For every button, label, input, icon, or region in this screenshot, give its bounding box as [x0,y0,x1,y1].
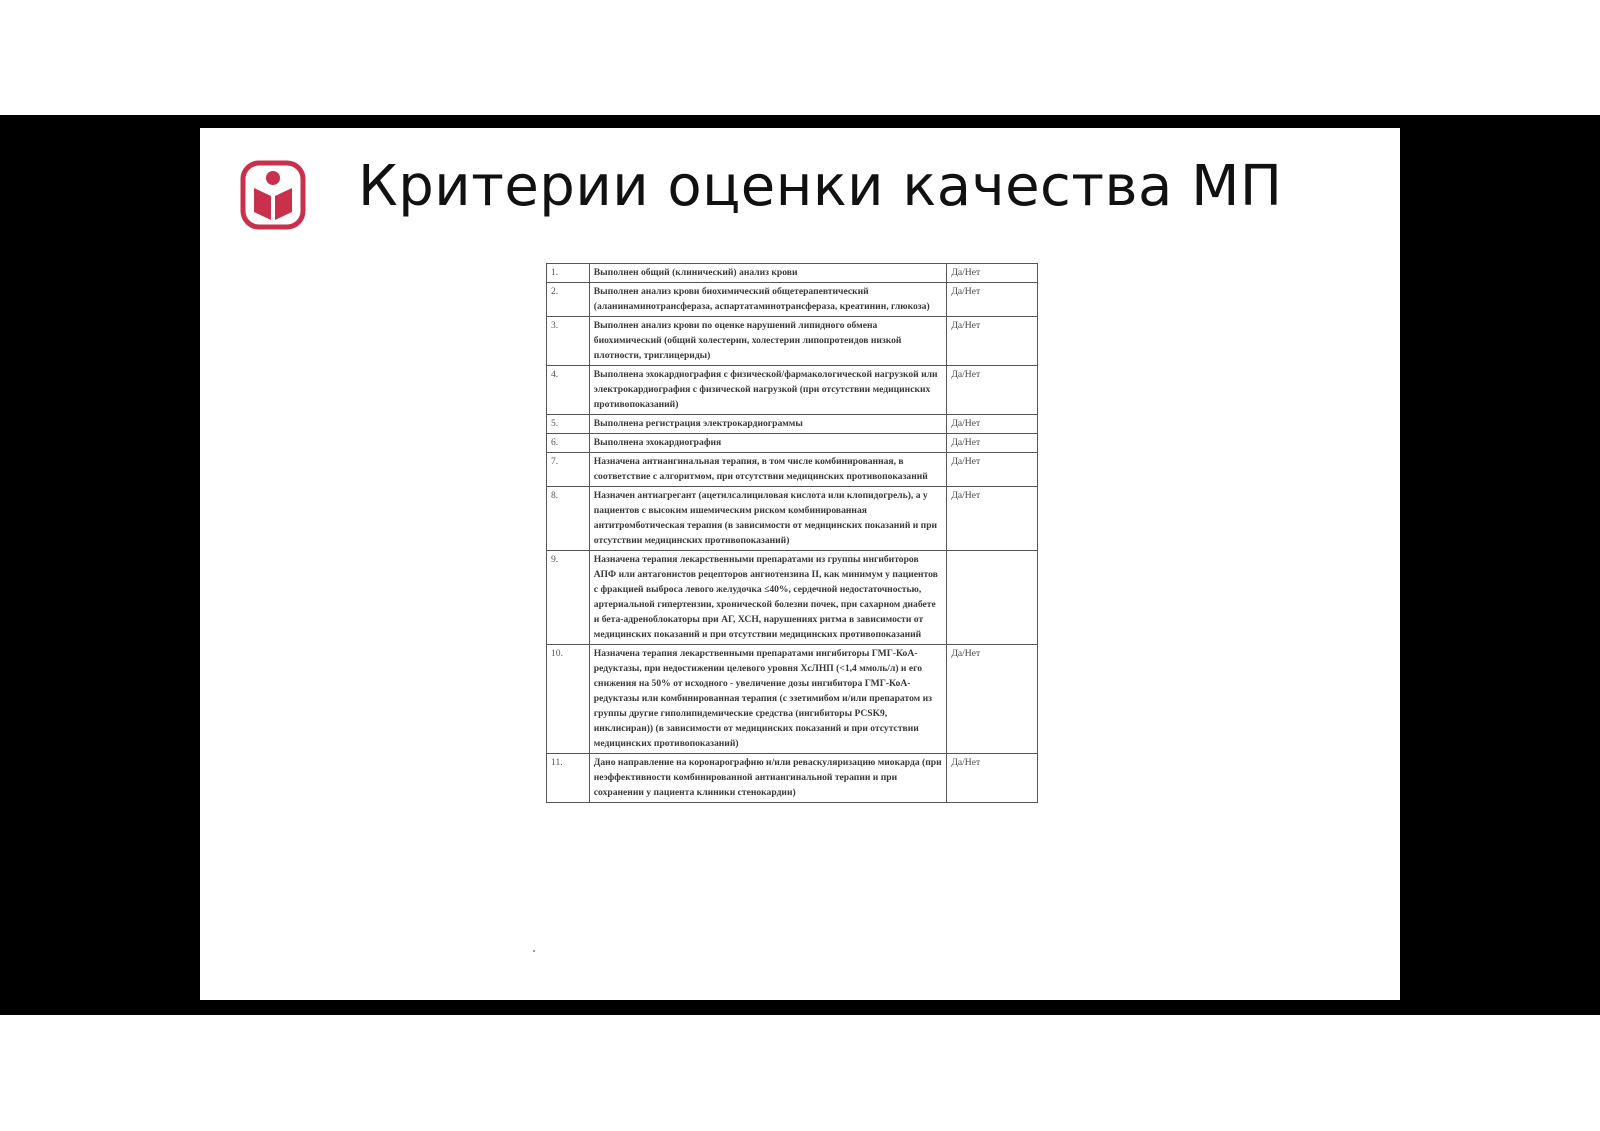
criteria-row [547,551,1038,645]
criteria-row [547,415,1038,434]
criterion-text: Выполнена регистрация электрокардиограммы [589,415,947,434]
criterion-text: Назначена терапия лекарственными препаратами ингибиторы ГМГ-КоА-редуктазы, при недостижении целевого уровня ХсЛНП (<1,4 ммоль/л) и его снижения на 50% от исходного - увеличение дозы ингибитора ГМГ-КоА-редуктазы или комбинированная терапия (с эзетимибом и/или препаратом из группы другие гиполипидемические средства (ингибиторы PCSK9, инклисиран)) (в зависимости от медицинских показаний и при отсутствии медицинских противопоказаний) [589,645,947,754]
criterion-text: Назначена терапия лекарственными препаратами из группы ингибиторов АПФ или антагонистов рецепторов ангиотензина II, как минимум у пациентов с фракцией выброса левого желудочка ≤40%, сердечной недостаточностью, артериальной гипертензии, хронической болезни почек, при сахарном диабете и бета-адреноблокаторы при АГ, ХСН, нарушениях ритма в зависимости от медицинских показаний и при отсутствии медицинских противопоказаний [589,551,947,645]
answer-cell: Да/Нет [947,415,1038,434]
answer-cell: Да/Нет [947,434,1038,453]
criteria-document [546,263,1038,803]
criterion-text: Назначен антиагрегант (ацетилсалициловая кислота или клопидогрель), а у пациентов с высоким ишемическим риском комбинированная антитромботическая терапия (в зависимости от медицинских показаний и при отсутствии медицинских противопоказаний) [589,487,947,551]
answer-cell: Да/Нет [947,283,1038,317]
criteria-row [547,645,1038,754]
answer-cell [947,551,1038,645]
answer-cell: Да/Нет [947,754,1038,803]
answer-cell: Да/Нет [947,453,1038,487]
row-number: 2. [547,283,590,317]
criterion-text: Выполнен анализ крови биохимический общетерапевтический (аланинаминотрансфераза, аспартатаминотрансфераза, креатинин, глюкоза) [589,283,947,317]
book-person-icon [240,160,306,230]
answer-cell: Да/Нет [947,487,1038,551]
answer-cell: Да/Нет [947,317,1038,366]
answer-cell: Да/Нет [947,264,1038,283]
row-number: 7. [547,453,590,487]
answer-cell: Да/Нет [947,366,1038,415]
criteria-row [547,264,1038,283]
criterion-text: Дано направление на коронарографию и/или реваскуляризацию миокарда (при неэффективности комбинированной антиангинальной терапии и при сохранении у пациента клиники стенокардии) [589,754,947,803]
row-number: 6. [547,434,590,453]
criteria-row [547,434,1038,453]
row-number: 1. [547,264,590,283]
criteria-row [547,283,1038,317]
row-number: 3. [547,317,590,366]
row-number: 9. [547,551,590,645]
row-number: 10. [547,645,590,754]
answer-cell: Да/Нет [947,645,1038,754]
criteria-row [547,754,1038,803]
criterion-text: Выполнен анализ крови по оценке нарушений липидного обмена биохимический (общий холестерин, холестерин липопротеидов низкой плотности, триглицериды) [589,317,947,366]
slide [200,128,1400,1000]
row-number: 11. [547,754,590,803]
criteria-row [547,366,1038,415]
criteria-row [547,487,1038,551]
criterion-text: Выполнен общий (клинический) анализ крови [589,264,947,283]
row-number: 5. [547,415,590,434]
criteria-row [547,317,1038,366]
criterion-text: Назначена антиангинальная терапия, в том числе комбинированная, в соответствие с алгоритмом, при отсутствии медицинских противопоказаний [589,453,947,487]
criterion-text: Выполнена эхокардиография с физической/фармакологической нагрузкой или электрокардиография с физической нагрузкой (при отсутствии медицинских противопоказаний) [589,366,947,415]
page-mark [533,950,535,952]
row-number: 4. [547,366,590,415]
criteria-row [547,453,1038,487]
row-number: 8. [547,487,590,551]
criteria-table [546,263,1038,803]
criterion-text: Выполнена эхокардиография [589,434,947,453]
slide-title: Критерии оценки качества МП [358,154,1283,219]
